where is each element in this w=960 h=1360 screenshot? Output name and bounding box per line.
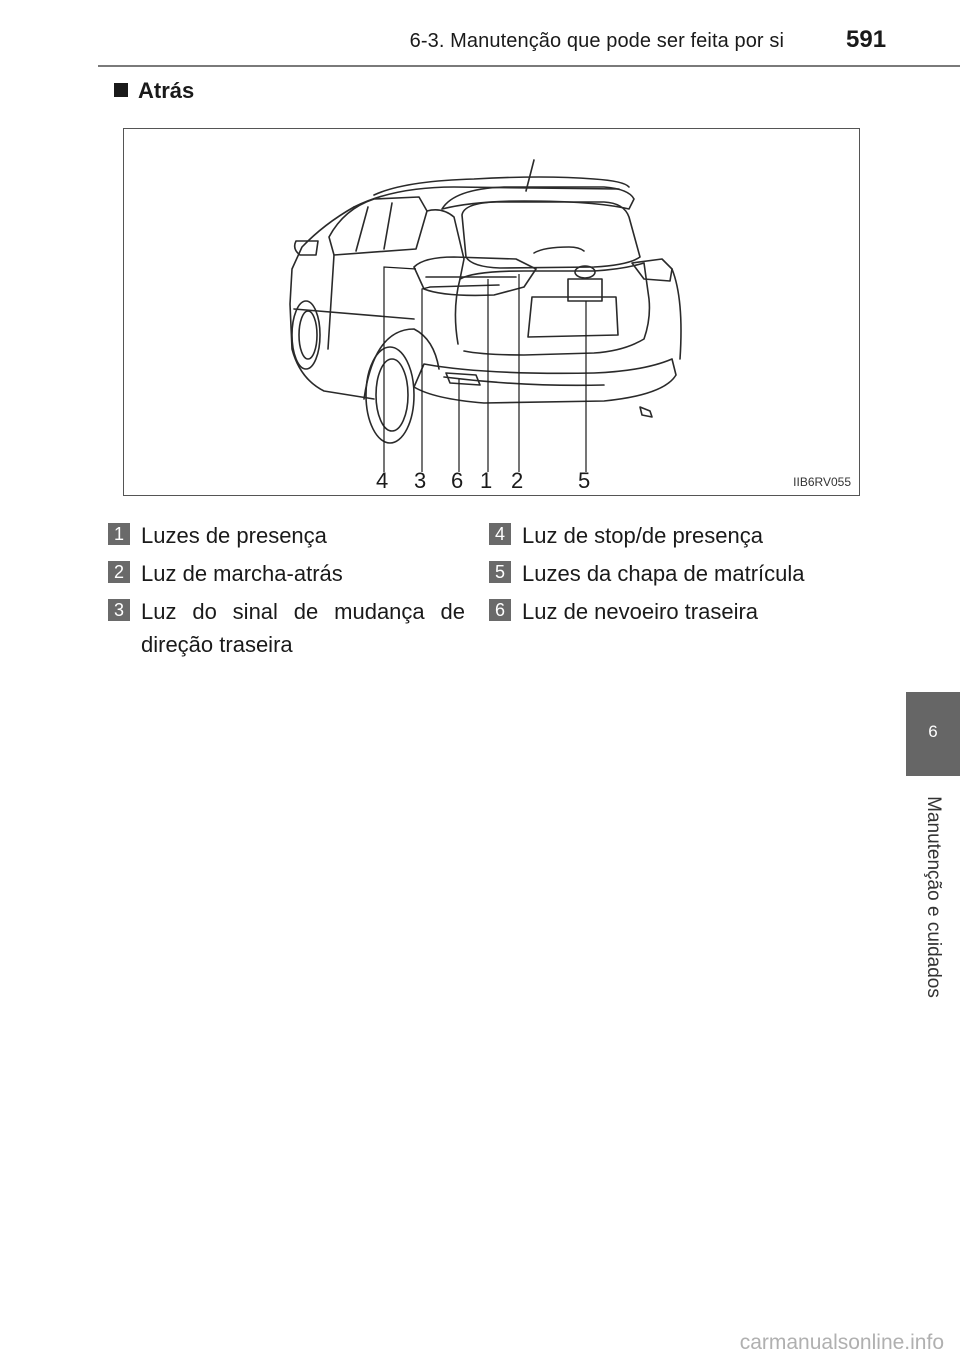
legend-number-badge: 2 [108,561,130,583]
chapter-tab-number: 6 [928,722,938,741]
figure-code: IIB6RV055 [793,475,851,489]
section-title: 6-3. Manutenção que pode ser feita por si [409,30,784,52]
callout-number: 2 [511,468,524,493]
page-number: 591 [846,26,887,53]
legend-number-badge: 3 [108,599,130,621]
section-heading-text: Atrás [138,78,195,103]
legend-item-text: Luz de nevoeiro traseira [522,599,759,624]
callout-number: 1 [480,468,493,493]
chapter-tab-label: Manutenção e cuidados [923,796,944,998]
legend-number-badge: 6 [489,599,511,621]
callout-number: 6 [451,468,464,493]
callout-number: 3 [414,468,427,493]
legend-item-text: Luz do sinal de mudança de direção traseira [141,599,465,657]
legend-number-badge: 1 [108,523,130,545]
legend-number-badge: 5 [489,561,511,583]
chapter-tab [906,692,960,776]
legend-item-text: Luz de marcha-atrás [141,561,343,586]
watermark: carmanualsonline.info [739,1331,944,1354]
legend-number-badge: 4 [489,523,511,545]
callout-number: 5 [578,468,591,493]
legend-item-text: Luzes de presença [141,523,327,548]
legend-item-text: Luz de stop/de presença [522,523,763,548]
legend-item-text: Luzes da chapa de matrícula [522,561,805,586]
callout-number: 4 [376,468,389,493]
